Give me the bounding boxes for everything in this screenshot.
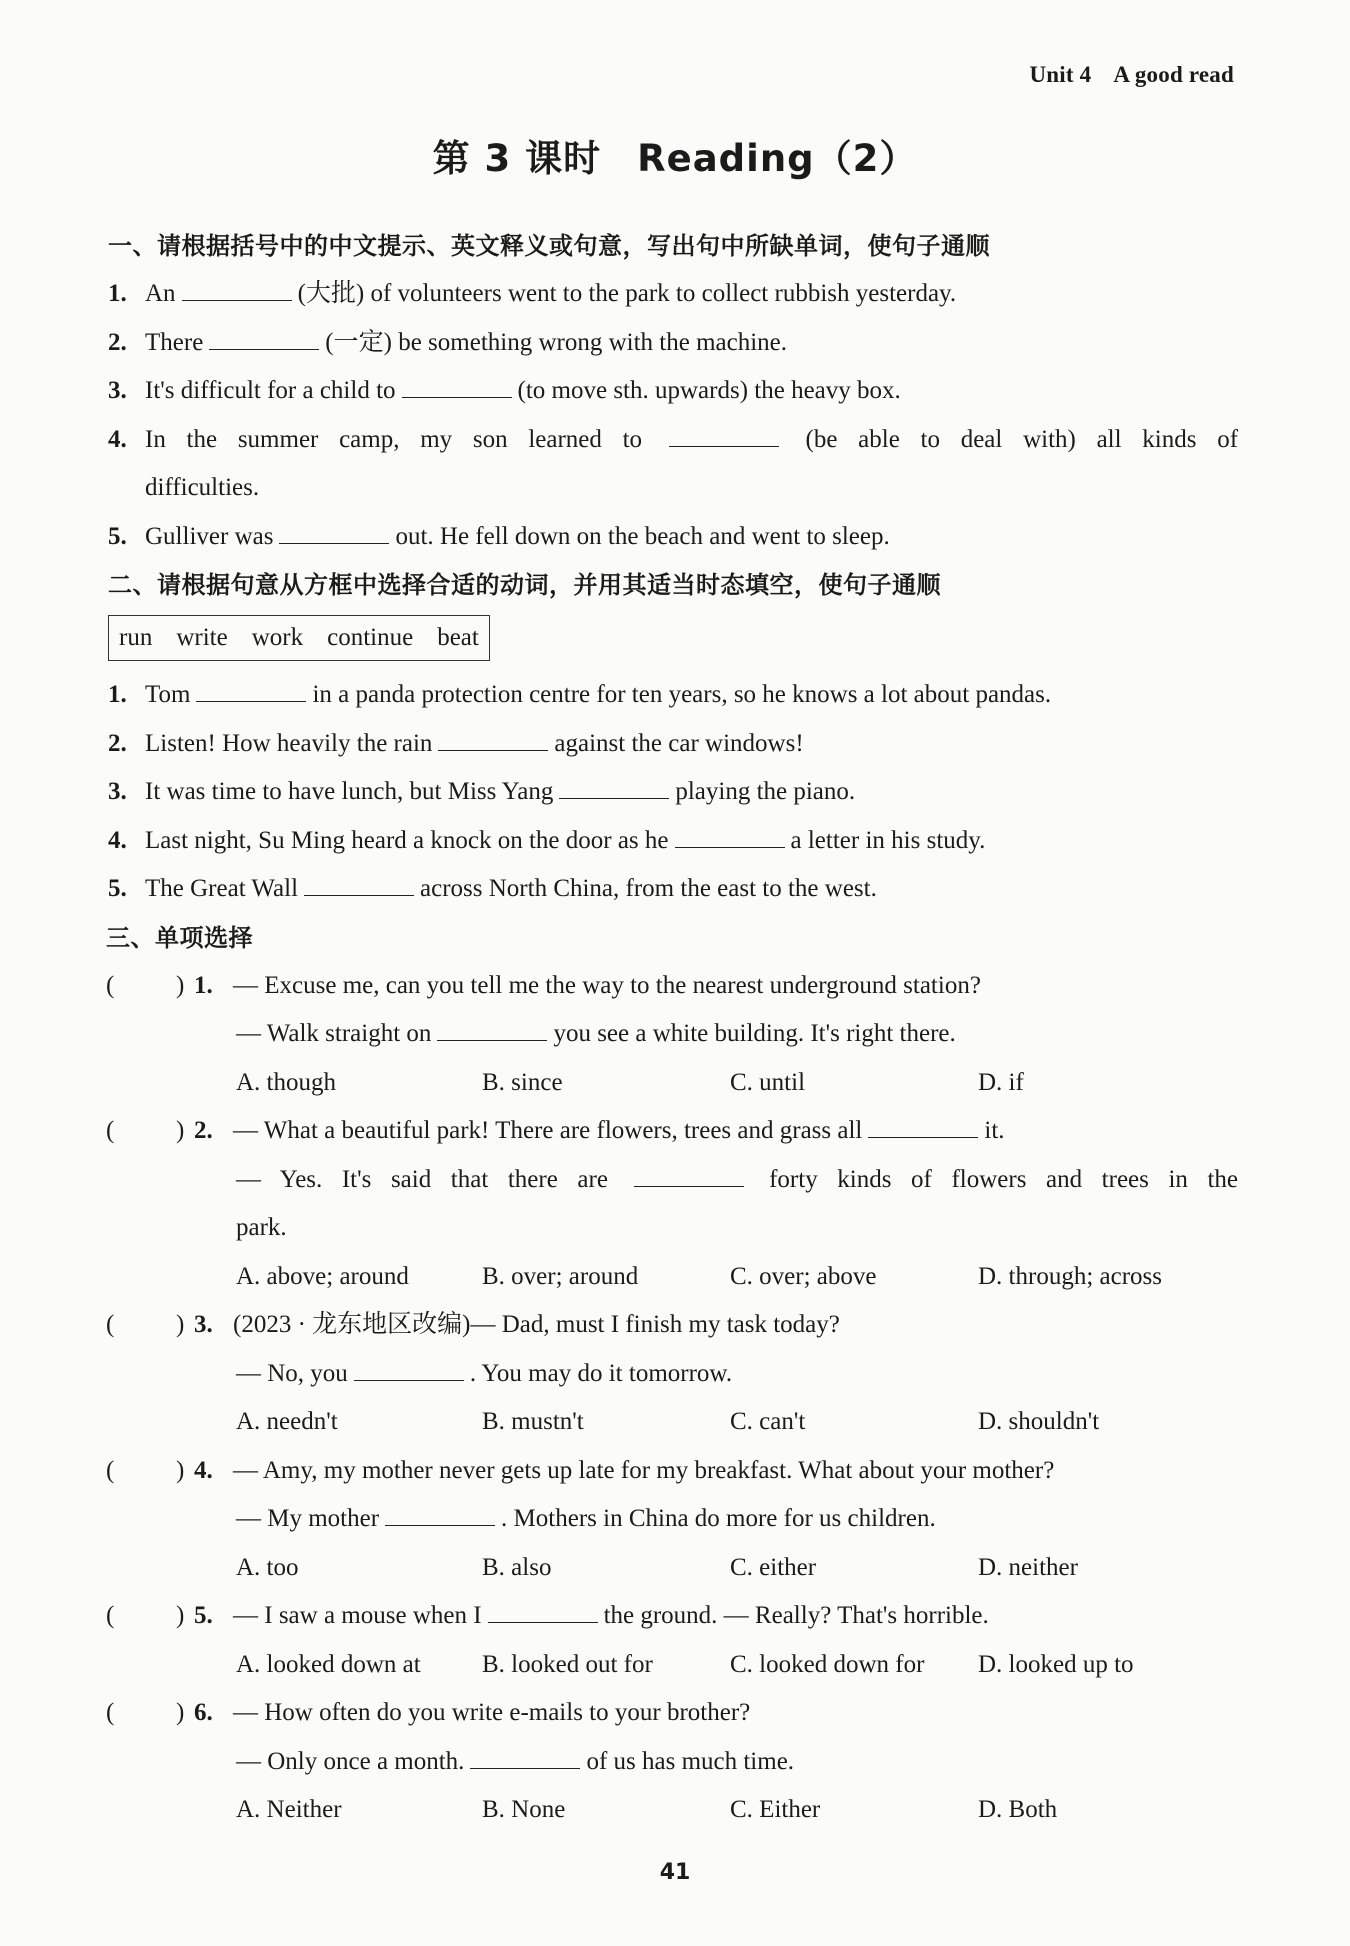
answer-blank[interactable] (182, 278, 292, 301)
option-d[interactable]: D. neither (978, 1553, 1078, 1581)
answer-blank[interactable] (634, 1164, 744, 1187)
options-row (108, 1544, 1238, 1593)
option-b[interactable]: B. over; around (482, 1262, 639, 1290)
option-a[interactable]: A. needn't (236, 1408, 338, 1435)
option-a[interactable]: A. Neither (236, 1796, 342, 1823)
option-a[interactable]: A. looked down at (236, 1650, 421, 1678)
question-line: — Excuse me, can you tell me the way to the nearest underground station? (233, 971, 981, 999)
option-b[interactable]: B. mustn't (482, 1408, 584, 1435)
question-line: park. (236, 1214, 287, 1241)
question-number: 1. (194, 971, 213, 999)
options-row (108, 1398, 1238, 1447)
lesson-name: Reading（2） (637, 137, 918, 180)
option-b[interactable]: B. since (482, 1068, 563, 1096)
option-b[interactable]: B. None (482, 1796, 566, 1823)
s1-item-3: 3. It's difficult for a child to (to move sth. upwards) the heavy box. (108, 367, 1238, 416)
answer-blank[interactable] (279, 521, 389, 544)
s2-item-4: 4. Last night, Su Ming heard a knock on the door as he a letter in his study. (108, 817, 1238, 866)
question-number: 5. (194, 1602, 213, 1629)
options-row (108, 1641, 1238, 1690)
answer-bracket[interactable]: ( ) (106, 971, 185, 999)
option-d[interactable]: D. shouldn't (978, 1408, 1100, 1435)
answer-blank[interactable] (354, 1358, 464, 1381)
question-line: — How often do you write e-mails to your brother? (233, 1699, 751, 1726)
answer-bracket[interactable]: ( ) (106, 1602, 185, 1629)
answer-blank[interactable] (488, 1600, 598, 1623)
s1-item-5: 5. Gulliver was out. He fell down on the beach and went to sleep. (108, 513, 1238, 562)
option-c[interactable]: C. looked down for (730, 1650, 925, 1678)
answer-bracket[interactable]: ( ) (106, 1117, 185, 1144)
mc-question-6 (108, 1689, 1238, 1835)
item-number: 1. (108, 681, 127, 708)
options-row (108, 1253, 1238, 1302)
options-row (108, 1786, 1238, 1835)
running-header (1029, 62, 1234, 88)
option-d[interactable]: D. looked up to (978, 1650, 1134, 1678)
answer-blank[interactable] (402, 375, 512, 398)
lesson-label: 第 3 课时 (432, 137, 602, 180)
s2-item-3: 3. It was time to have lunch, but Miss Yang playing the piano. (108, 768, 1238, 817)
question-number: 6. (194, 1699, 213, 1726)
s1-item-4: 4. In the summer camp, my son learned to (be able to deal with) all kinds of (108, 416, 1238, 465)
word-bank-item: continue (327, 624, 414, 651)
option-d[interactable]: D. if (978, 1068, 1024, 1096)
question-number: 2. (194, 1117, 213, 1144)
answer-blank[interactable] (470, 1746, 580, 1769)
answer-blank[interactable] (559, 776, 669, 799)
item-number: 1. (108, 280, 127, 307)
question-line: — Yes. It's said that there are forty kinds of flowers and trees in the (236, 1165, 1239, 1193)
s2-item-1: 1. Tom in a panda protection centre for ten years, so he knows a lot about pandas. (108, 671, 1238, 720)
option-d[interactable]: D. through; across (978, 1262, 1162, 1290)
item-number: 3. (108, 377, 127, 404)
s2-item-5: 5. The Great Wall across North China, from the east to the west. (108, 865, 1238, 914)
answer-blank[interactable] (304, 873, 414, 896)
item-number: 4. (108, 425, 127, 453)
options-row (108, 1059, 1238, 1108)
item-number: 3. (108, 778, 127, 805)
item-number: 4. (108, 826, 127, 854)
question-line: — No, you . You may do it tomorrow. (236, 1359, 733, 1387)
question-number: 3. (194, 1311, 213, 1338)
option-c[interactable]: C. either (730, 1553, 817, 1581)
exercise-content (108, 222, 1238, 1835)
s1-item-4-continued: difficulties. (145, 474, 260, 501)
option-c[interactable]: C. over; above (730, 1262, 877, 1290)
option-d[interactable]: D. Both (978, 1796, 1058, 1823)
question-line: — Only once a month. of us has much time. (236, 1747, 795, 1775)
option-a[interactable]: A. though (236, 1068, 336, 1096)
answer-blank[interactable] (868, 1115, 978, 1138)
s1-item-2: 2. There (一定) be something wrong with the machine. (108, 319, 1238, 368)
section-2-heading: 二、请根据句意从方框中选择合适的动词，并用其适当时态填空，使句子通顺 (108, 571, 941, 599)
option-b[interactable]: B. looked out for (482, 1650, 653, 1678)
answer-blank[interactable] (209, 327, 319, 350)
s2-item-2: 2. Listen! How heavily the rain against the car windows! (108, 720, 1238, 769)
page-number: 41 (659, 1860, 691, 1885)
mc-question-4 (108, 1447, 1238, 1593)
mc-question-3 (108, 1301, 1238, 1447)
question-line: — My mother . Mothers in China do more for us children. (236, 1505, 936, 1532)
answer-blank[interactable] (385, 1503, 495, 1526)
answer-bracket[interactable]: ( ) (106, 1699, 185, 1726)
option-b[interactable]: B. also (482, 1553, 552, 1581)
option-c[interactable]: C. can't (730, 1408, 806, 1435)
item-number: 5. (108, 522, 127, 550)
question-line: — I saw a mouse when I the ground. — Really? That's horrible. (233, 1602, 989, 1629)
answer-bracket[interactable]: ( ) (106, 1311, 185, 1338)
word-bank-box (108, 615, 490, 661)
question-line: (2023 · 龙东地区改编)— Dad, must I finish my task today? (233, 1311, 840, 1338)
answer-blank[interactable] (438, 728, 548, 751)
option-c[interactable]: C. until (730, 1068, 806, 1096)
question-line: — Walk straight on you see a white building. It's right there. (236, 1020, 956, 1047)
page-title (0, 128, 1350, 182)
item-number: 2. (108, 328, 127, 356)
question-line: — What a beautiful park! There are flowers, trees and grass all it. (233, 1117, 1005, 1144)
question-line: — Amy, my mother never gets up late for my breakfast. What about your mother? (233, 1456, 1055, 1484)
answer-blank[interactable] (669, 424, 779, 447)
answer-blank[interactable] (675, 825, 785, 848)
item-number: 5. (108, 875, 127, 902)
answer-bracket[interactable]: ( ) (106, 1456, 185, 1484)
option-c[interactable]: C. Either (730, 1796, 821, 1823)
word-bank-item: write (176, 624, 228, 651)
word-bank-item: run (119, 624, 153, 651)
option-a[interactable]: A. above; around (236, 1262, 409, 1290)
mc-question-2 (108, 1107, 1238, 1301)
mc-question-1 (108, 962, 1238, 1108)
answer-blank[interactable] (196, 679, 306, 702)
s1-item-1: 1. An (大批) of volunteers went to the park to collect rubbish yesterday. (108, 270, 1238, 319)
unit-title: A good read (1113, 62, 1234, 87)
word-bank-item: beat (437, 624, 479, 651)
unit-label: Unit 4 (1029, 62, 1092, 87)
answer-blank[interactable] (437, 1018, 547, 1041)
section-3-heading: 三、单项选择 (106, 923, 253, 952)
item-number: 2. (108, 729, 127, 757)
word-bank-item: work (251, 624, 304, 651)
question-number: 4. (194, 1456, 213, 1484)
section-1-heading: 一、请根据括号中的中文提示、英文释义或句意，写出句中所缺单词，使句子通顺 (108, 232, 990, 260)
mc-question-5 (108, 1592, 1238, 1689)
option-a[interactable]: A. too (236, 1553, 299, 1581)
